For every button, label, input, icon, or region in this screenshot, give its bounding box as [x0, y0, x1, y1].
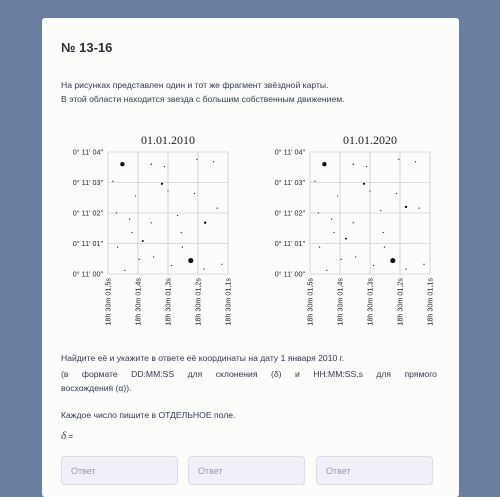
y-tick-label: 0° 11′ 02″ [72, 208, 103, 218]
map-grid [108, 152, 228, 274]
star [345, 238, 347, 240]
star-map-2020 [262, 114, 452, 329]
star [405, 206, 407, 208]
answer-field-3[interactable] [316, 456, 433, 485]
star-map-2010 [60, 114, 250, 329]
star [139, 259, 140, 260]
star [341, 259, 342, 260]
x-tick-label: 18h 30m 01,3s [365, 278, 375, 326]
star [217, 208, 218, 209]
x-tick-label: 18h 30m 01,1s [223, 278, 233, 326]
star [161, 183, 163, 185]
star [369, 190, 370, 191]
star [423, 264, 424, 265]
star [124, 270, 125, 271]
format-word: склонения [215, 369, 258, 379]
star [221, 264, 222, 265]
star [333, 232, 334, 233]
star [177, 215, 178, 216]
star [322, 162, 326, 166]
star [355, 256, 356, 257]
star [203, 269, 204, 270]
x-tick-label: 18h 30m 01,5s [305, 278, 315, 326]
star [131, 232, 132, 233]
star [373, 265, 374, 266]
star-field [314, 159, 424, 271]
star [142, 240, 144, 242]
delta-equals: = [66, 432, 74, 441]
task-intro [61, 78, 451, 106]
star [383, 232, 384, 233]
star [151, 164, 152, 165]
question-line-4: Каждое число пишите в ОТДЕЛЬНОЕ поле. [61, 410, 236, 420]
star [213, 161, 214, 162]
star [331, 219, 332, 220]
y-tick-label: 0° 11′ 02″ [274, 208, 305, 218]
star [112, 181, 113, 182]
star [116, 212, 117, 213]
star [405, 269, 406, 270]
star [151, 222, 152, 223]
task-number: № 13-16 [61, 40, 113, 55]
task-card [42, 18, 459, 497]
y-tick-label: 0° 11′ 01″ [72, 239, 103, 248]
star [415, 161, 416, 162]
star [366, 166, 367, 167]
star [337, 195, 338, 196]
format-word: (в [61, 369, 69, 379]
x-tick-label: 18h 30m 01,5s [103, 278, 113, 326]
y-tick-label: 0° 11′ 01″ [274, 239, 305, 248]
map-grid [310, 152, 430, 274]
star [390, 258, 395, 263]
star [319, 247, 320, 248]
star [164, 166, 165, 167]
format-word: DD:MM:SS [131, 369, 175, 379]
star [167, 190, 168, 191]
x-tick-label: 18h 30m 01,2s [193, 278, 203, 326]
x-tick-label: 18h 30m 01,3s [163, 278, 173, 326]
format-word: формате [81, 369, 118, 379]
y-tick-label: 0° 11′ 00″ [72, 269, 103, 279]
star-field [112, 159, 222, 271]
star [188, 258, 193, 263]
x-tick-label: 18h 30m 01,2s [395, 278, 405, 326]
star [129, 219, 130, 220]
star [181, 232, 182, 233]
star [171, 265, 172, 266]
star [363, 183, 365, 185]
star [326, 270, 327, 271]
star [380, 210, 381, 211]
x-tick-label: 18h 30m 01,1s [425, 278, 435, 326]
y-tick-label: 0° 11′ 04″ [274, 147, 305, 157]
y-tick-label: 0° 11′ 03″ [72, 178, 103, 187]
star [353, 164, 354, 165]
delta-label [61, 430, 73, 442]
question-line-3: восхождения (α)). [61, 383, 132, 393]
y-tick-label: 0° 11′ 04″ [72, 147, 103, 157]
format-word: HH:MM:SS,s [313, 369, 363, 379]
intro-line-2: В этой области находится звезда с большим собственным движением. [61, 94, 345, 104]
star [120, 162, 124, 166]
star [314, 181, 315, 182]
x-tick-label: 18h 30m 01,4s [133, 278, 143, 326]
star [353, 222, 354, 223]
star [196, 159, 197, 160]
star [318, 212, 319, 213]
map-date-title: 01.01.2010 [141, 133, 195, 147]
star [135, 195, 136, 196]
question-format [61, 367, 437, 395]
star [182, 247, 183, 248]
y-tick-label: 0° 11′ 03″ [274, 178, 305, 187]
format-word: и [294, 369, 300, 379]
star [419, 208, 420, 209]
star [194, 193, 195, 194]
format-word: (δ) [270, 369, 282, 379]
format-word: прямого [404, 369, 437, 379]
star [396, 193, 397, 194]
answer-field-2[interactable] [188, 456, 305, 485]
x-tick-label: 18h 30m 01,4s [335, 278, 345, 326]
delta-symbol: δ [61, 430, 67, 442]
star [398, 159, 399, 160]
answer-field-1[interactable] [61, 456, 178, 485]
y-tick-label: 0° 11′ 00″ [274, 269, 305, 279]
star [153, 256, 154, 257]
map-date-title: 01.01.2020 [343, 133, 397, 147]
star [204, 222, 206, 224]
intro-line-1: На рисунках представлен один и тот же фрагмент звёздной карты. [61, 80, 329, 90]
question-line-1: Найдите её и укажите в ответе её координаты на дату 1 января 2010 г. [61, 353, 345, 363]
format-word: для [187, 369, 203, 379]
star [117, 247, 118, 248]
format-word: для [376, 369, 392, 379]
star [384, 247, 385, 248]
